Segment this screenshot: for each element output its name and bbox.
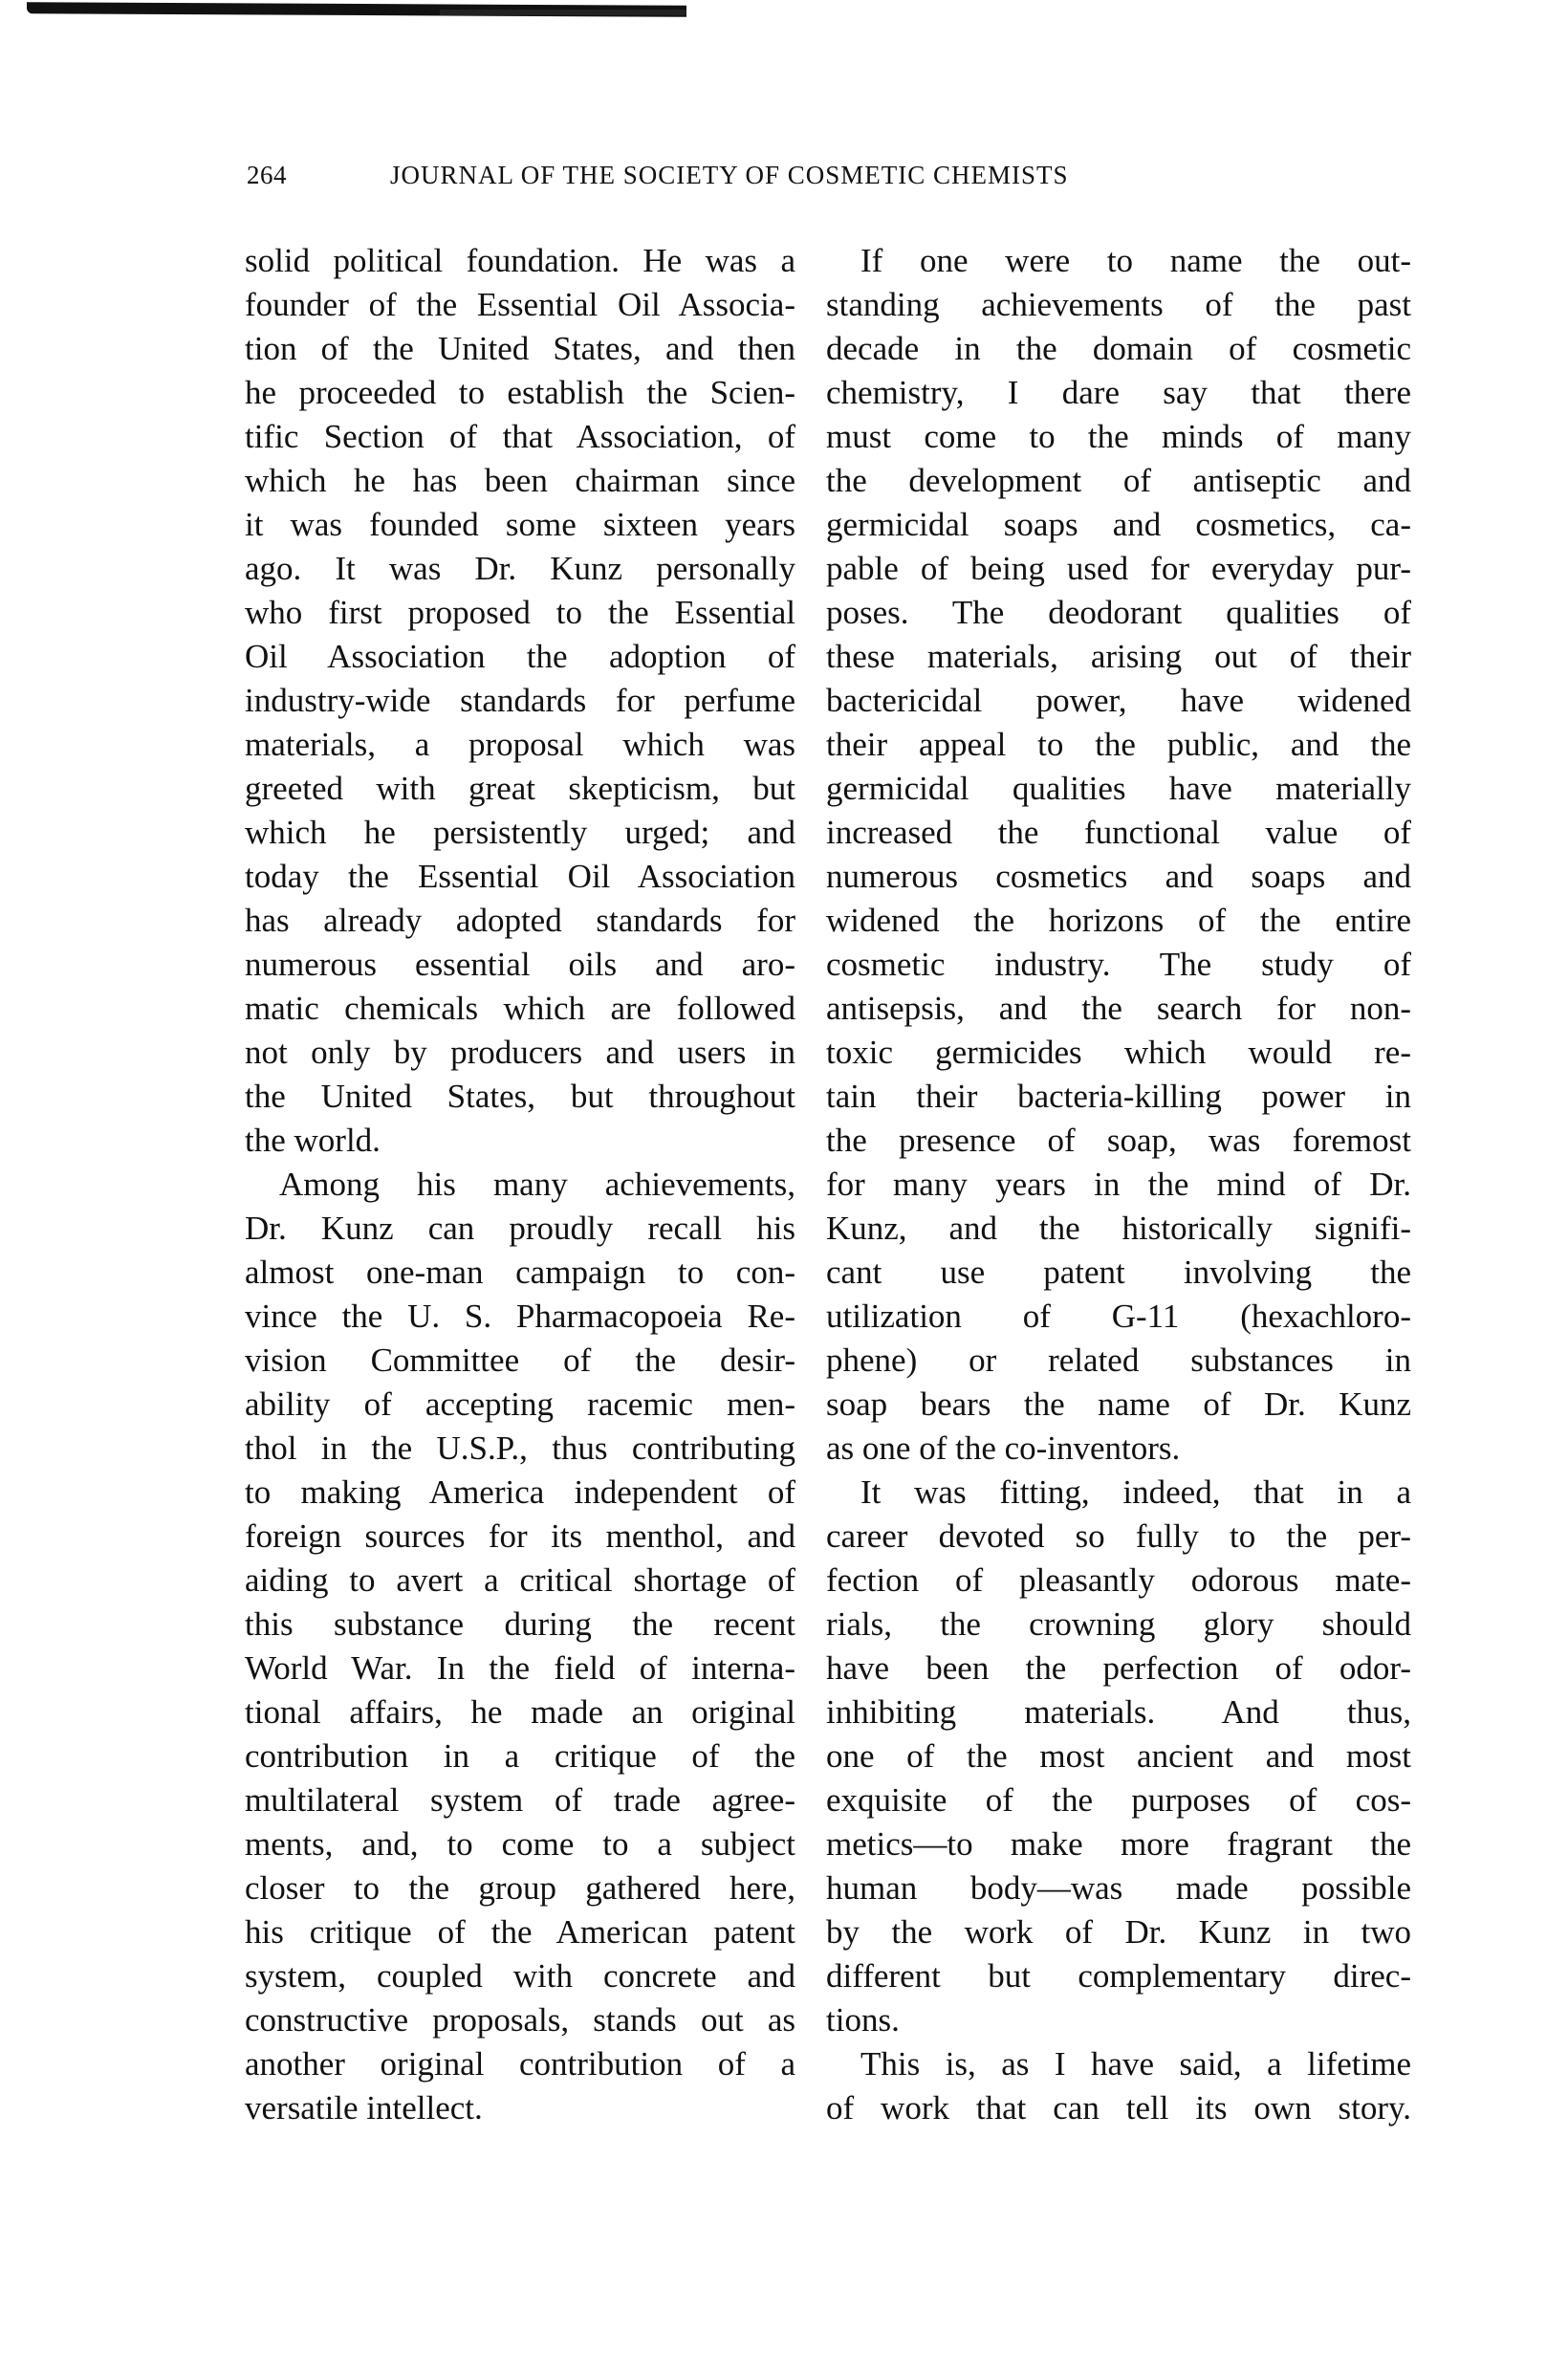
text-line: these materials, arising out of their	[826, 638, 1411, 675]
text-line: germicidal soaps and cosmetics, ca-	[826, 506, 1411, 543]
text-line: tional affairs, he made an original	[245, 1693, 795, 1731]
text-line: industry-wide standards for perfume	[245, 682, 795, 719]
right-column	[826, 239, 1411, 2130]
paragraph-start-line: This is, as I have said, a lifetime	[860, 2045, 1411, 2083]
text-line: utilization of G-11 (hexachloro-	[826, 1298, 1411, 1335]
text-line: he proceeded to establish the Scien-	[245, 374, 795, 411]
text-line: not only by producers and users in	[245, 1034, 795, 1071]
text-line: one of the most ancient and most	[826, 1737, 1411, 1775]
text-line: toxic germicides which would re-	[826, 1034, 1411, 1071]
text-line: Dr. Kunz can proudly recall his	[245, 1210, 795, 1247]
text-line: exquisite of the purposes of cos-	[826, 1781, 1411, 1819]
text-line: phene) or related substances in	[826, 1342, 1411, 1379]
text-line: matic chemicals which are followed	[245, 990, 795, 1027]
text-line: system, coupled with concrete and	[245, 1957, 795, 1995]
text-line: human body—was made possible	[826, 1869, 1411, 1907]
text-line: as one of the co-inventors.	[826, 1429, 1181, 1467]
text-line: Oil Association the adoption of	[245, 638, 795, 675]
left-column	[245, 239, 795, 2130]
text-line: has already adopted standards for	[245, 902, 795, 939]
text-line: ago. It was Dr. Kunz personally	[245, 550, 795, 587]
text-line: their appeal to the public, and the	[826, 726, 1411, 763]
text-line: thol in the U.S.P., thus contributing	[245, 1429, 795, 1467]
text-line: antisepsis, and the search for non-	[826, 990, 1411, 1027]
text-line: poses. The deodorant qualities of	[826, 594, 1411, 631]
text-line: by the work of Dr. Kunz in two	[826, 1913, 1411, 1951]
text-line: career devoted so fully to the per-	[826, 1517, 1411, 1555]
text-line: pable of being used for everyday pur-	[826, 550, 1411, 587]
text-line: closer to the group gathered here,	[245, 1869, 795, 1907]
running-head: JOURNAL OF THE SOCIETY OF COSMETIC CHEMISTS	[390, 161, 1069, 189]
text-line: founder of the Essential Oil Associa-	[245, 286, 795, 323]
text-line: this substance during the recent	[245, 1605, 795, 1643]
text-line: another original contribution of a	[245, 2045, 795, 2083]
text-line: for many years in the mind of Dr.	[826, 1166, 1411, 1203]
text-line: vince the U. S. Pharmacopoeia Re-	[245, 1298, 795, 1335]
text-line: aiding to avert a critical shortage of	[245, 1561, 795, 1599]
text-line: numerous cosmetics and soaps and	[826, 858, 1411, 895]
text-line: the development of antiseptic and	[826, 462, 1411, 499]
text-line: it was founded some sixteen years	[245, 506, 795, 543]
page-number: 264	[247, 161, 287, 189]
scan-artifact-bar-tail	[440, 10, 686, 15]
text-line: which he persistently urged; and	[245, 814, 795, 851]
text-line: versatile intellect.	[245, 2089, 483, 2127]
text-line: rials, the crowning glory should	[826, 1605, 1411, 1643]
text-line: tific Section of that Association, of	[245, 418, 795, 455]
text-line: the United States, but throughout	[245, 1078, 795, 1115]
text-line: solid political foundation. He was a	[245, 242, 795, 279]
text-line: almost one-man campaign to con-	[245, 1254, 795, 1291]
text-line: different but complementary direc-	[826, 1957, 1411, 1995]
text-line: who first proposed to the Essential	[245, 594, 795, 631]
text-line: constructive proposals, stands out as	[245, 2001, 795, 2039]
text-line: tion of the United States, and then	[245, 330, 795, 367]
text-line: foreign sources for its menthol, and	[245, 1517, 795, 1555]
text-line: multilateral system of trade agree-	[245, 1781, 795, 1819]
text-line: the presence of soap, was foremost	[826, 1122, 1411, 1159]
text-line: metics—to make more fragrant the	[826, 1825, 1411, 1863]
text-line: Kunz, and the historically signifi-	[826, 1210, 1411, 1247]
text-line: bactericidal power, have widened	[826, 682, 1411, 719]
text-line: widened the horizons of the entire	[826, 902, 1411, 939]
text-line: greeted with great skepticism, but	[245, 770, 795, 807]
text-line: tions.	[826, 2001, 900, 2039]
text-line: today the Essential Oil Association	[245, 858, 795, 895]
page-header	[0, 161, 1568, 199]
text-line: numerous essential oils and aro-	[245, 946, 795, 983]
text-line: decade in the domain of cosmetic	[826, 330, 1411, 367]
text-line: germicidal qualities have materially	[826, 770, 1411, 807]
text-line: which he has been chairman since	[245, 462, 795, 499]
text-line: chemistry, I dare say that there	[826, 374, 1411, 411]
text-line: contribution in a critique of the	[245, 1737, 795, 1775]
paragraph-start-line: If one were to name the out-	[860, 242, 1411, 279]
text-line: cant use patent involving the	[826, 1254, 1411, 1291]
text-line: the world.	[245, 1122, 381, 1159]
text-line: inhibiting materials. And thus,	[826, 1693, 1411, 1731]
text-line: vision Committee of the desir-	[245, 1342, 795, 1379]
text-line: increased the functional value of	[826, 814, 1411, 851]
text-line: cosmetic industry. The study of	[826, 946, 1411, 983]
text-line: of work that can tell its own story.	[826, 2089, 1411, 2127]
text-line: standing achievements of the past	[826, 286, 1411, 323]
paragraph-start-line: Among his many achievements,	[279, 1166, 795, 1203]
text-line: ments, and, to come to a subject	[245, 1825, 795, 1863]
text-line: his critique of the American patent	[245, 1913, 795, 1951]
text-line: ability of accepting racemic men-	[245, 1385, 795, 1423]
text-line: World War. In the field of interna-	[245, 1649, 795, 1687]
paragraph-start-line: It was fitting, indeed, that in a	[860, 1473, 1411, 1511]
text-line: must come to the minds of many	[826, 418, 1411, 455]
text-line: to making America independent of	[245, 1473, 795, 1511]
text-line: materials, a proposal which was	[245, 726, 795, 763]
text-line: have been the perfection of odor-	[826, 1649, 1411, 1687]
text-line: fection of pleasantly odorous mate-	[826, 1561, 1411, 1599]
text-line: soap bears the name of Dr. Kunz	[826, 1385, 1411, 1423]
text-line: tain their bacteria-killing power in	[826, 1078, 1411, 1115]
